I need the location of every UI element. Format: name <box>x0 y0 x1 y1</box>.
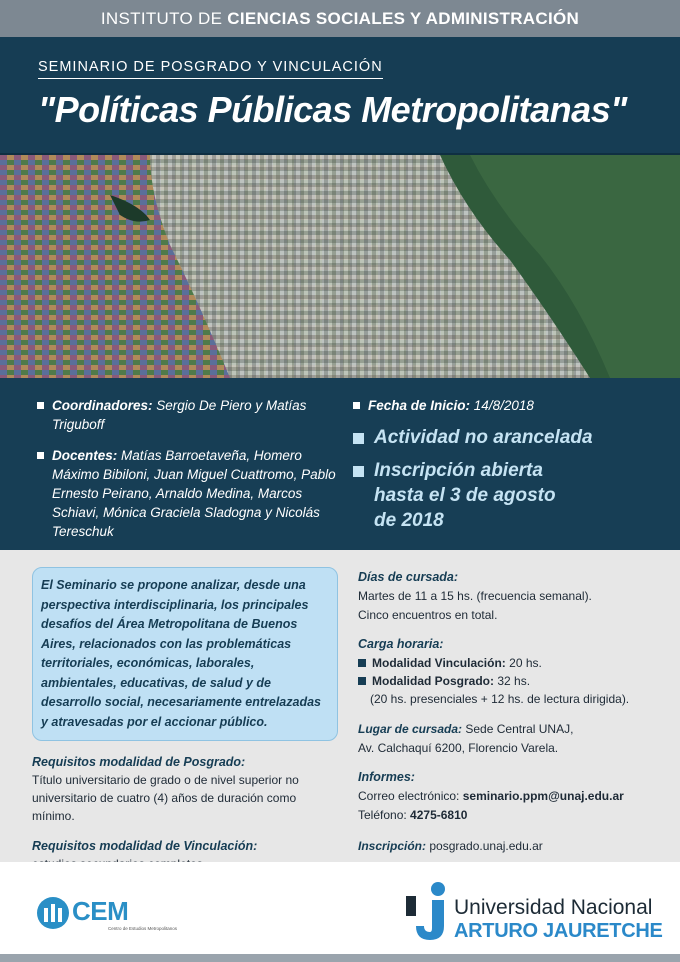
inscripcion-abierta-item <box>352 458 652 533</box>
dias-line-2: Cinco encuentros en total. <box>358 608 498 622</box>
inscripcion-line-2: hasta el 3 de agosto <box>374 485 556 506</box>
seminar-subtitle: SEMINARIO DE POSGRADO Y VINCULACIÓN <box>38 59 383 79</box>
req-posgrado-title: Requisitos modalidad de Posgrado: <box>32 755 246 769</box>
actividad-text: Actividad no arancelada <box>374 427 593 448</box>
cem-subtitle: Centro de Estudios Metropolitanos <box>108 926 178 931</box>
footer-bar <box>0 954 680 962</box>
lugar-block <box>358 720 658 758</box>
mod-posgrado-item <box>358 672 658 690</box>
carga-title: Carga horaria: <box>358 637 444 651</box>
dias-line-1: Martes de 11 a 15 hs. (frecuencia semanal). <box>358 589 592 603</box>
inscripcion-block <box>358 837 658 856</box>
satellite-image <box>0 155 680 378</box>
docentes-label: Docentes: <box>52 448 118 463</box>
req-vinculacion-title: Requisitos modalidad de Vinculación: <box>32 839 258 853</box>
seminar-description: El Seminario se propone analizar, desde una perspectiva interdisciplinaria, los principales desafíos del Área Metropolitana de Buenos Aires, relacionados con las problemáticas territoriales, económicas, laborales, ambientales, educativas, de salud y de desarrollo social, necesariamente entrelazadas y atravesadas por el accionar público. <box>32 567 338 741</box>
fecha-value: 14/8/2018 <box>473 398 534 413</box>
inscripcion-line-1: Inscripción abierta <box>374 460 543 481</box>
satellite-map-graphic <box>0 155 680 378</box>
seminar-title: "Políticas Públicas Metropolitanas" <box>38 89 627 130</box>
carga-list <box>358 654 658 708</box>
cem-emblem-icon <box>36 896 70 930</box>
inscripcion-link[interactable]: posgrado.unaj.edu.ar <box>429 839 543 853</box>
docentes-item <box>36 446 336 541</box>
body-right-column <box>358 570 658 856</box>
lugar-label: Lugar de cursada: <box>358 722 463 736</box>
institute-prefix: INSTITUTO DE <box>100 8 223 28</box>
info-right-column <box>352 396 652 533</box>
footer <box>0 862 680 962</box>
dias-title: Días de cursada: <box>358 570 459 584</box>
informes-block <box>358 787 658 825</box>
coordinadores-label: Coordinadores: <box>52 398 153 413</box>
dias-text <box>358 587 658 625</box>
mod-vinculacion-value: 20 hs. <box>509 656 542 670</box>
inscripcion-label: Inscripción: <box>358 839 427 853</box>
telefono-value: 4275-6810 <box>410 808 468 822</box>
body-left-column <box>32 567 338 873</box>
mod-vinculacion-label: Modalidad Vinculación: <box>372 656 506 670</box>
inscripcion-line-3: de 2018 <box>374 510 444 531</box>
fecha-label: Fecha de Inicio: <box>368 398 471 413</box>
institute-bar <box>0 0 680 37</box>
unaj-emblem-icon <box>406 882 448 944</box>
unaj-subname: ARTURO JAURETCHE <box>454 920 663 942</box>
req-posgrado-text: Título universitario de grado o de nivel superior no universitario de cuatro (4) años de duración como mínimo. <box>32 773 299 823</box>
correo-link[interactable]: seminario.ppm@unaj.edu.ar <box>462 789 624 803</box>
informes-title: Informes: <box>358 770 415 784</box>
telefono-label: Teléfono: <box>358 808 407 822</box>
cem-name: CEM <box>72 896 129 926</box>
info-left-column <box>36 396 336 541</box>
mod-vinculacion-item <box>358 654 658 672</box>
cem-logo <box>36 896 178 936</box>
correo-label: Correo electrónico: <box>358 789 460 803</box>
lugar-line-2: Av. Calchaquí 6200, Florencio Varela. <box>358 741 559 755</box>
actividad-item <box>352 425 652 450</box>
title-band <box>0 37 680 155</box>
coordinadores-value: Sergio De Piero y Matías Triguboff <box>52 398 307 432</box>
mod-posgrado-label: Modalidad Posgrado: <box>372 674 495 688</box>
mod-posgrado-detail: (20 hs. presenciales + 12 hs. de lectura dirigida). <box>370 692 630 706</box>
lugar-value: Sede Central UNAJ, <box>465 722 574 736</box>
docentes-value: Matías Barroetaveña, Homero Máximo Bibiloni, Juan Miguel Cuattromo, Pablo Ernesto Peirano, Arnaldo Medina, Marcos Schiavi, Mónica Graciela Sladogna y Nicolás Tereschuk <box>52 448 336 539</box>
info-band <box>0 378 680 550</box>
mod-posgrado-value: 32 hs. <box>497 674 531 688</box>
unaj-logo <box>406 882 666 952</box>
institute-name: CIENCIAS SOCIALES Y ADMINISTRACIÓN <box>227 8 580 28</box>
coordinadores-item <box>36 396 336 434</box>
unaj-name: Universidad Nacional <box>454 896 653 919</box>
fecha-item <box>352 396 652 415</box>
